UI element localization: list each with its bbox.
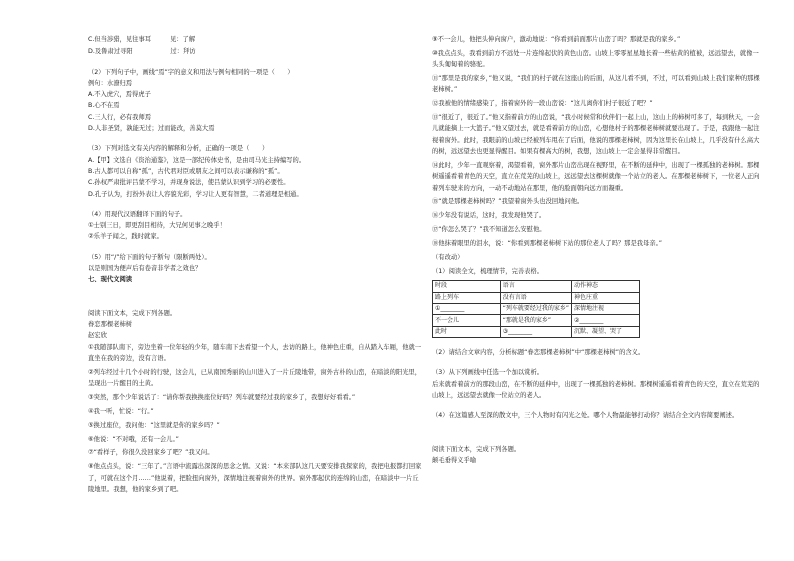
table-cell: ③________ bbox=[500, 326, 571, 337]
rq2-prompt: （2）请结合文章内容，分析标题“眷恋那棵老柿树”中“那棵老柿树”的含义。 bbox=[432, 349, 645, 357]
table-cell: “那就是我的家乡” bbox=[500, 315, 571, 326]
next-reading-title: 颠毛垂得义乎喻 bbox=[432, 456, 477, 464]
reading-title: 眷恋那棵老柿树 bbox=[88, 320, 133, 328]
table-row bbox=[433, 292, 640, 303]
paragraph: ⑩我点点头，我看到前方不远处一片连绵起伏的黄色山峦。山坡上零零星星地长着一些枯黄的植被，远远望去，就像一头头匍匐着的骆驼。 bbox=[432, 49, 759, 69]
q2-prompt: （2）下列句子中，画线“焉”字的意义和用法与例句相同的一项是（ ） bbox=[88, 68, 294, 76]
reading-author: 赵宏欣 bbox=[88, 332, 107, 340]
q3-option-c: C.孙权严肃批评吕蒙不学习，并现身说法，使吕蒙认识到学习的必要性。 bbox=[88, 179, 290, 187]
right-column bbox=[432, 34, 762, 466]
left-column bbox=[88, 34, 424, 495]
paragraph: ①我随部队南下，旁边坐着一位年轻的少年，随车南下去看望一个人，去访的路上，他神色庄重，自从踏入车厢，他就一直坐在我的旁边，没有言语。 bbox=[88, 343, 422, 362]
q4-sentence-2: ②乐羊子闻之，践时就家。 bbox=[88, 233, 163, 241]
q1-option-c: C.但当涉猎，见往事耳 见：了解 bbox=[88, 36, 196, 43]
paragraph: ②列车经过十几个小时的行驶，这会儿，已从南国秀丽的山川进入了一片丘陵地带，窗外古朴的山峦，在暗淡的阳光里，呈现出一片醒目的土黄。 bbox=[88, 368, 422, 388]
q3-option-d: D.孔子认为，打扮外表让人容貌光彩，学习让人更有智慧，二者道理是相通。 bbox=[88, 190, 303, 198]
rq3-excerpt: 后来就看着前方的那段山峦，在不断的延伸中，出现了一棵孤独的老柿树。那棵树遥遥看着青色的天空，直立在荒芜的山坡上，远远望去就像一位站立的老人。 bbox=[432, 380, 760, 400]
table-cell: ②________ bbox=[571, 315, 639, 326]
table-cell: ①________ bbox=[433, 303, 501, 314]
table-row bbox=[433, 326, 640, 337]
q3-prompt: （3）下列对选文有关内容的解释和分析，正确的一项是（ ） bbox=[88, 145, 269, 153]
paragraph: ⑥他说：“不对哦，还有一会儿。” bbox=[88, 435, 179, 443]
paragraph: ⑫我被他的情绪感染了，指着窗外的一段山峦说：“这儿离你们村子很近了吧？” bbox=[432, 100, 653, 108]
table-cell: “列车就要经过我的家乡” bbox=[500, 303, 571, 314]
table-header-cell: 时段 bbox=[433, 281, 501, 292]
q2-option-a: A.不入虎穴，焉得虎子 bbox=[88, 91, 151, 99]
paragraph: ⑬“很近了，很近了。”他又指着前方的山峦说，“我小时候常和伙伴们一起上山，这山上的柿树可多了，每到秋天，一会儿就能摘上一大篮子。”他又望过去，就是看着前方的山峦，心想他村子的那棵老柿树就要出现了。于是，我跟他一起注视着窗外。此时，我眼前的山坡已经被列车甩在了后面，他说的那棵老柿树，因为这里长在山坡上，几乎没有什么高大的树，远远望去也更显得醒目。如果有棵高大的树，我想，这山坡上一定会显得非常醒目。 bbox=[432, 114, 760, 156]
table-cell: 没有言语 bbox=[500, 292, 571, 303]
rq3-prompt: （3）从下列画线中任选一个加以赏析。 bbox=[432, 369, 544, 377]
q4-sentence-1: ①士别三日，即更刮目相待，大兄何见事之晚乎！ bbox=[88, 222, 226, 230]
q4-prompt: （4）用现代汉语翻译下面的句子。 bbox=[88, 210, 187, 218]
paragraph: ④我一听，忙说：“行。” bbox=[88, 407, 154, 415]
rq4-prompt: （4）在这篇感人至深的散文中，三个人物时有闪光之处。哪个人物最能够打动你？请结合全文内容简要阐述。 bbox=[432, 412, 739, 420]
table-cell: 神色庄重 bbox=[571, 292, 639, 303]
section-heading: 七、现代文阅读 bbox=[88, 276, 133, 284]
q1-option-d: D.及鲁肃过寻阳 过：拜访 bbox=[88, 48, 196, 56]
q2-example: 例句：水潦归焉 bbox=[88, 79, 133, 87]
table-row bbox=[433, 303, 640, 314]
table-row bbox=[433, 315, 640, 326]
rq1-prompt: （1）阅读全文，梳理情节，完善表格。 bbox=[432, 267, 544, 275]
table-cell: 此时 bbox=[433, 326, 501, 337]
q5-sentence: 以是则国为便声后有卷音非学者之效也？ bbox=[88, 265, 202, 273]
q3-option-a: A.【甲】文选自《资治通鉴》，这是一部纪传体史书，是由司马光主持编写的。 bbox=[88, 156, 306, 164]
table-cell: 深情地注视 bbox=[571, 303, 639, 314]
source-note: （有改动） bbox=[432, 253, 464, 261]
paragraph: ⑦“看样子，你很久没回家乡了吧？”我又问。 bbox=[88, 449, 214, 457]
paragraph: ⑱他抹着眼里的泪水，说：“你看到那棵老柿树下站的那位老人了吗？那是我母亲。” bbox=[432, 240, 663, 248]
paragraph: ⑮“就是那棵老柿树吗？”我望着窗外头也没回地问他。 bbox=[432, 198, 584, 206]
paragraph: ⑧他点点头，说：“三年了。”言语中流露出深深的思念之情。又说：“本来部队这几天要安排我探家的，我把电报都打回家了，可就在这个月……”他说着，把脸扭向窗外，深情地注视着窗外的世界。窗外那起伏的连绵的山峦，在暗淡中一片丘陵地里。我想，他的家乡到了吧。 bbox=[88, 463, 422, 493]
paragraph: ⑭此时，少年一直观察着，渴望看着，窗外那片山峦出现在视野里，在不断的延伸中，出现了一棵孤独的老柿树。那棵树遥遥看着青色的天空，直立在荒芜的山坡上，远远望去这棵树就像一个站立的老人。在那棵老柿树下，一位老人正向着列车驶来的方向，一动不动地站在那里，他的脸面朝向远方而凝重。 bbox=[432, 161, 760, 192]
q3-option-b: B.古人都可以自称“孤”，古代君对臣或朋友之间可以表示谦称的“孤”。 bbox=[88, 167, 284, 175]
table-header-row bbox=[433, 281, 640, 292]
paragraph: ③突然，那个少年说话了：“请你帮我换换座位好吗？列车就要经过我的家乡了，我想好好看看。” bbox=[88, 393, 356, 401]
q5-prompt: （5）用“/”给下面的句子断句（限断两处）。 bbox=[88, 253, 211, 261]
paragraph: ⑰“你怎么哭了？”我不知道怎么安慰他。 bbox=[432, 226, 546, 234]
table-cell: 路上列车 bbox=[433, 292, 501, 303]
paragraph: ⑤换过座位，我问他：“这里就是你的家乡吗？” bbox=[88, 421, 220, 429]
paragraph: ⑪“那里是我的家乡，”他又说，“我们的村子就在这座山的后面，从这儿看不到，不过，可以看到山坡上我们家种的那棵老柿树。” bbox=[432, 75, 760, 94]
table-header-cell: 语言 bbox=[500, 281, 571, 292]
q2-option-b: B.心不在焉 bbox=[88, 102, 120, 110]
q2-option-d: D.人非圣贤，孰能无过；过而能改，善莫大焉 bbox=[88, 125, 215, 133]
next-reading-instruction: 阅读下面文本，完成下列各题。 bbox=[432, 445, 521, 453]
paragraph: ⑯少年没有说话，这时，我发现他哭了。 bbox=[432, 212, 546, 220]
paragraph: ⑨不一会儿，他把头伸向窗户，激动地说：“你看到前面那片山峦了吗？那就是我的家乡。” bbox=[432, 36, 681, 43]
q2-option-c: C.三人行，必有我师焉 bbox=[88, 113, 152, 121]
table-cell: 沉默、凝望、哭了 bbox=[571, 326, 639, 337]
table-cell: 不一会儿 bbox=[433, 315, 501, 326]
reading-instruction: 阅读下面文本，完成下列各题。 bbox=[88, 309, 177, 317]
plot-table bbox=[432, 280, 640, 338]
table-header-cell: 动作神态 bbox=[571, 281, 639, 292]
